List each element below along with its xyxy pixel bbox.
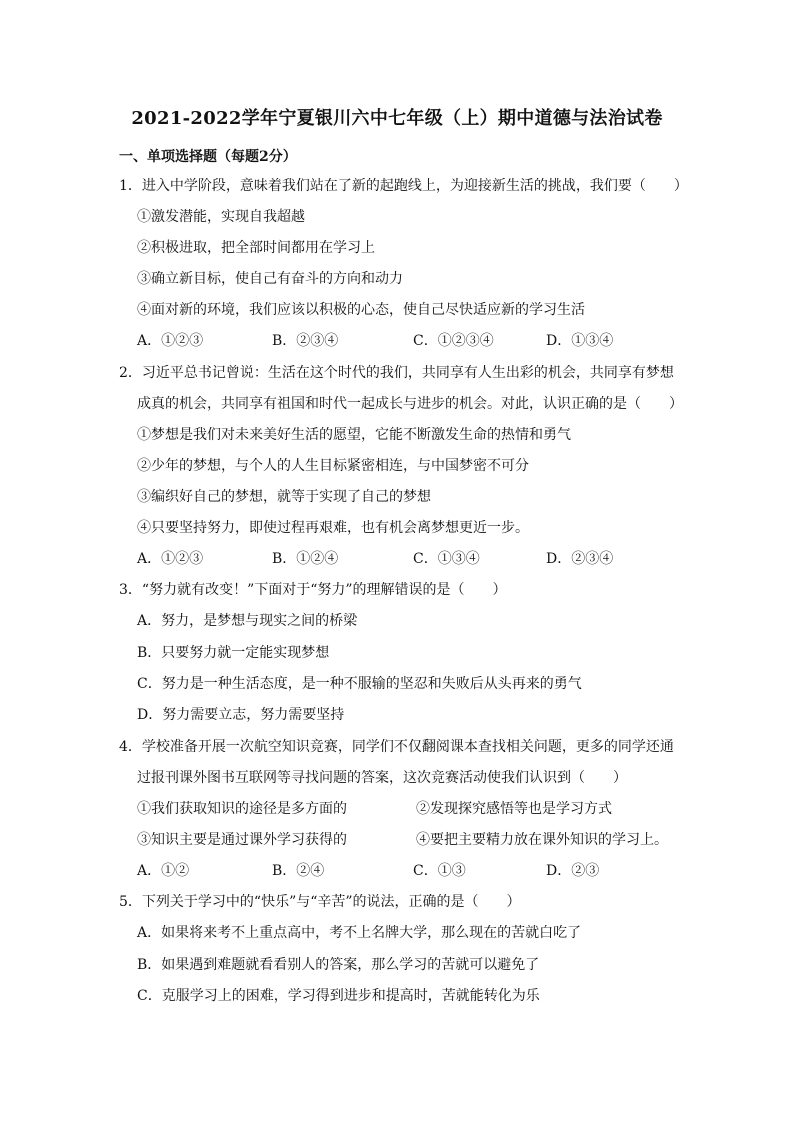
question-2-item-2: ②少年的梦想，与个人的人生目标紧密相连，与中国梦密不可分 [137, 458, 529, 474]
question-4-option-c: C．①③ [413, 863, 466, 879]
question-4-item-1: ①我们获取知识的途径是多方面的 [137, 801, 347, 817]
question-1-option-a: A．①②③ [137, 333, 204, 349]
question-1-option-b: B．②③④ [272, 333, 339, 349]
question-1-stem: 1．进入中学阶段，意味着我们站在了新的起跑线上，为迎接新生活的挑战，我们要（ ） [119, 178, 688, 194]
question-4-item-4: ④要把主要精力放在课外知识的学习上。 [416, 832, 668, 848]
question-1-item-4: ④面对新的环境，我们应该以积极的心态，使自己尽快适应新的学习生活 [137, 302, 585, 318]
question-2-item-4: ④只要坚持努力，即使过程再艰难，也有机会离梦想更近一步。 [137, 520, 529, 536]
question-1-item-3: ③确立新目标，使自己有奋斗的方向和动力 [137, 271, 403, 287]
question-1-option-c: C．①②③④ [413, 333, 494, 349]
question-5-stem: 5．下列关于学习中的“快乐”与“辛苦”的说法，正确的是（ ） [119, 894, 521, 910]
question-2-item-1: ①梦想是我们对未来美好生活的愿望，它能不断激发生命的热情和勇气 [137, 427, 571, 443]
question-5-option-a: A．如果将来考不上重点高中，考不上名牌大学，那么现在的苦就白吃了 [137, 925, 582, 941]
question-3-stem: 3．“努力就有改变！”下面对于“努力”的理解错误的是（ ） [119, 582, 507, 598]
question-2-option-d: D．②③④ [546, 551, 614, 567]
question-4-option-b: B．②④ [272, 863, 325, 879]
section-heading: 一、单项选择题（每题2分） [119, 149, 297, 165]
question-3-option-c: C．努力是一种生活态度，是一种不服输的坚忍和失败后从头再来的勇气 [137, 676, 582, 692]
question-1-option-d: D．①③④ [546, 333, 614, 349]
question-2-item-3: ③编织好自己的梦想，就等于实现了自己的梦想 [137, 489, 431, 505]
question-3-option-d: D．努力需要立志，努力需要坚持 [137, 707, 345, 723]
question-5-option-b: B．如果遇到难题就看看别人的答案，那么学习的苦就可以避免了 [137, 957, 540, 973]
question-2-option-a: A．①②③ [137, 551, 204, 567]
exam-title: 2021-2022学年宁夏银川六中七年级（上）期中道德与法治试卷 [131, 108, 663, 129]
question-5-option-c: C．克服学习上的困难，学习得到进步和提高时，苦就能转化为乐 [137, 988, 540, 1004]
question-1-item-2: ②积极进取，把全部时间都用在学习上 [137, 240, 375, 256]
question-4-option-d: D．②③ [546, 863, 600, 879]
question-2-option-b: B．①②④ [272, 551, 339, 567]
question-3-option-a: A．努力，是梦想与现实之间的桥梁 [137, 613, 358, 629]
question-4-option-a: A．①② [137, 863, 190, 879]
question-4-item-2: ②发现探究感悟等也是学习方式 [416, 801, 612, 817]
question-4-stem-line-1: 4．学校准备开展一次航空知识竞赛，同学们不仅翻阅课本查找相关问题，更多的同学还通 [119, 739, 674, 755]
question-4-item-3: ③知识主要是通过课外学习获得的 [137, 832, 347, 848]
question-2-stem-line-2: 成真的机会，共同享有祖国和时代一起成长与进步的机会。对此，认识正确的是（ ） [137, 396, 683, 412]
question-2-stem-line-1: 2．习近平总书记曾说：生活在这个时代的我们，共同享有人生出彩的机会，共同享有梦想 [119, 365, 674, 381]
question-2-option-c: C．①③④ [413, 551, 480, 567]
question-3-option-b: B．只要努力就一定能实现梦想 [137, 645, 330, 661]
question-4-stem-line-2: 过报刊课外图书互联网等寻找问题的答案，这次竞赛活动使我们认识到（ ） [137, 770, 627, 786]
question-1-item-1: ①激发潜能，实现自我超越 [137, 209, 305, 225]
